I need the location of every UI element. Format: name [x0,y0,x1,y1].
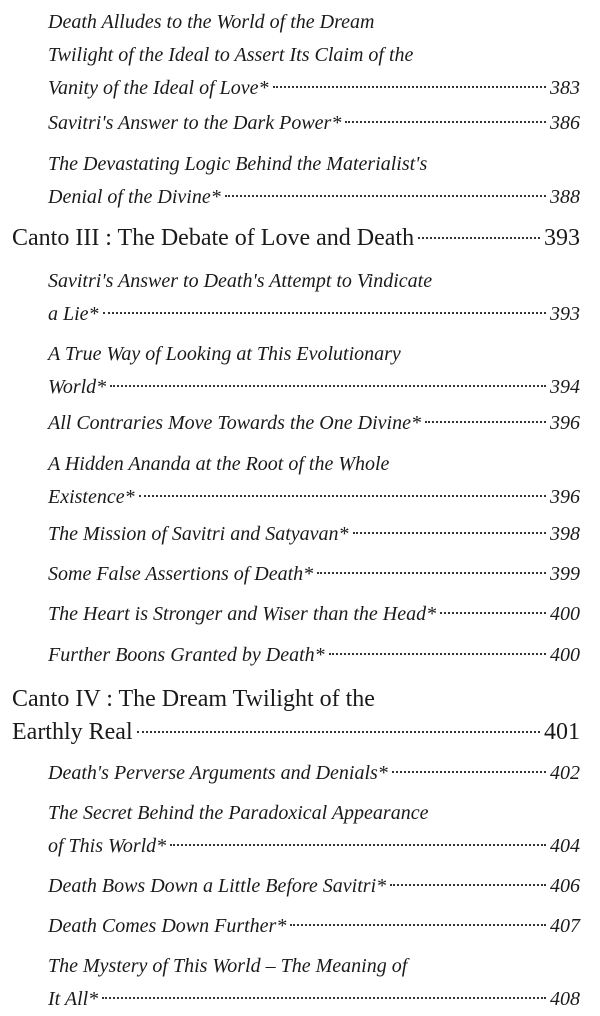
toc-entry[interactable] [48,950,580,1016]
entry-title-line: Savitri's Answer to the Dark Power* [48,112,342,134]
dot-leader [273,86,546,88]
entry-title-line: Further Boons Granted by Death* [48,644,325,666]
dot-leader [103,312,546,314]
page-number: 404 [550,835,580,857]
dot-leader [137,731,540,733]
entry-title-line: Denial of the Divine* [48,186,221,208]
dot-leader [390,884,546,886]
page-number: 402 [550,762,580,784]
dot-leader [139,495,546,497]
entry-title-line: Twilight of the Ideal to Assert Its Claim of the [48,44,414,66]
toc-entry[interactable] [48,338,580,404]
page-number: 408 [550,988,580,1010]
entry-title-line: Some False Assertions of Death* [48,563,314,585]
entry-title-line: World* [48,376,107,398]
entry-title-line: A Hidden Ananda at the Root of the Whole [48,453,390,475]
entry-last-line [48,407,580,440]
entry-last-line [48,757,580,790]
entry-last-line [48,639,580,672]
entry-last-line [48,910,580,943]
toc-entry[interactable] [48,518,580,551]
entry-last-line [48,181,580,214]
entry-last-line [48,72,580,105]
toc-entry[interactable] [48,6,580,105]
entry-title-line: The Devastating Logic Behind the Materialist's [48,153,428,175]
toc-entry[interactable] [48,107,580,140]
entry-title-line: The Mystery of This World – The Meaning of [48,955,408,977]
page-number: 393 [544,225,580,251]
dot-leader [225,195,546,197]
dot-leader [392,771,546,773]
page-number: 407 [550,915,580,937]
entry-title-line: It All* [48,988,99,1010]
entry-last-line [48,830,580,863]
toc-canto-heading[interactable] [12,222,580,255]
dot-leader [317,572,546,574]
entry-title-line: a Lie* [48,303,99,325]
page-number: 399 [550,563,580,585]
dot-leader [353,532,546,534]
entry-last-line [48,371,580,404]
entry-title-line: Death Comes Down Further* [48,915,287,937]
toc-entry[interactable] [48,598,580,631]
toc-entry[interactable] [48,870,580,903]
dot-leader [290,924,546,926]
entry-last-line [48,518,580,551]
entry-title-line: Death's Perverse Arguments and Denials* [48,762,388,784]
entry-title-line: All Contraries Move Towards the One Divine* [48,412,421,434]
entry-title-line: Death Alludes to the World of the Dream [48,11,375,33]
dot-leader [110,385,546,387]
entry-title-line: Existence* [48,486,135,508]
page-number: 400 [550,644,580,666]
page-number: 396 [550,412,580,434]
page-number: 383 [550,77,580,99]
entry-last-line [48,558,580,591]
toc-entry[interactable] [48,265,580,331]
toc-entry[interactable] [48,407,580,440]
dot-leader [329,653,546,655]
page-number: 388 [550,186,580,208]
page-number: 401 [544,719,580,745]
dot-leader [425,421,546,423]
toc-canto-heading[interactable] [12,683,580,749]
toc-entry[interactable] [48,757,580,790]
page-number: 394 [550,376,580,398]
entry-title-line: The Mission of Savitri and Satyavan* [48,523,349,545]
toc-entry[interactable] [48,797,580,863]
entry-last-line [48,870,580,903]
toc-entry[interactable] [48,448,580,514]
page-number: 393 [550,303,580,325]
entry-last-line [48,107,580,140]
canto-title-line: Canto III : The Debate of Love and Death [12,225,415,251]
toc-entry[interactable] [48,148,580,214]
canto-title-line: Canto IV : The Dream Twilight of the [12,686,375,712]
entry-title-line: The Secret Behind the Paradoxical Appearance [48,802,429,824]
entry-title-line: Vanity of the Ideal of Love* [48,77,269,99]
page-number: 386 [550,112,580,134]
entry-title-line: of This World* [48,835,167,857]
entry-title-line: A True Way of Looking at This Evolutionary [48,343,401,365]
toc-entry[interactable] [48,910,580,943]
entry-title-line: Death Bows Down a Little Before Savitri* [48,875,387,897]
entry-title-line: The Heart is Stronger and Wiser than the Head* [48,603,437,625]
dot-leader [102,997,546,999]
canto-title-line: Earthly Real [12,719,133,745]
entry-last-line [48,298,580,331]
toc-entry[interactable] [48,639,580,672]
entry-last-line [48,598,580,631]
page-number: 406 [550,875,580,897]
dot-leader [418,237,540,239]
page-number: 396 [550,486,580,508]
entry-last-line [12,222,580,255]
entry-last-line [12,716,580,749]
entry-title-line: Savitri's Answer to Death's Attempt to Vindicate [48,270,433,292]
toc-entry[interactable] [48,558,580,591]
dot-leader [345,121,546,123]
page-number: 400 [550,603,580,625]
dot-leader [170,844,546,846]
dot-leader [440,612,546,614]
page-number: 398 [550,523,580,545]
entry-last-line [48,983,580,1016]
entry-last-line [48,481,580,514]
